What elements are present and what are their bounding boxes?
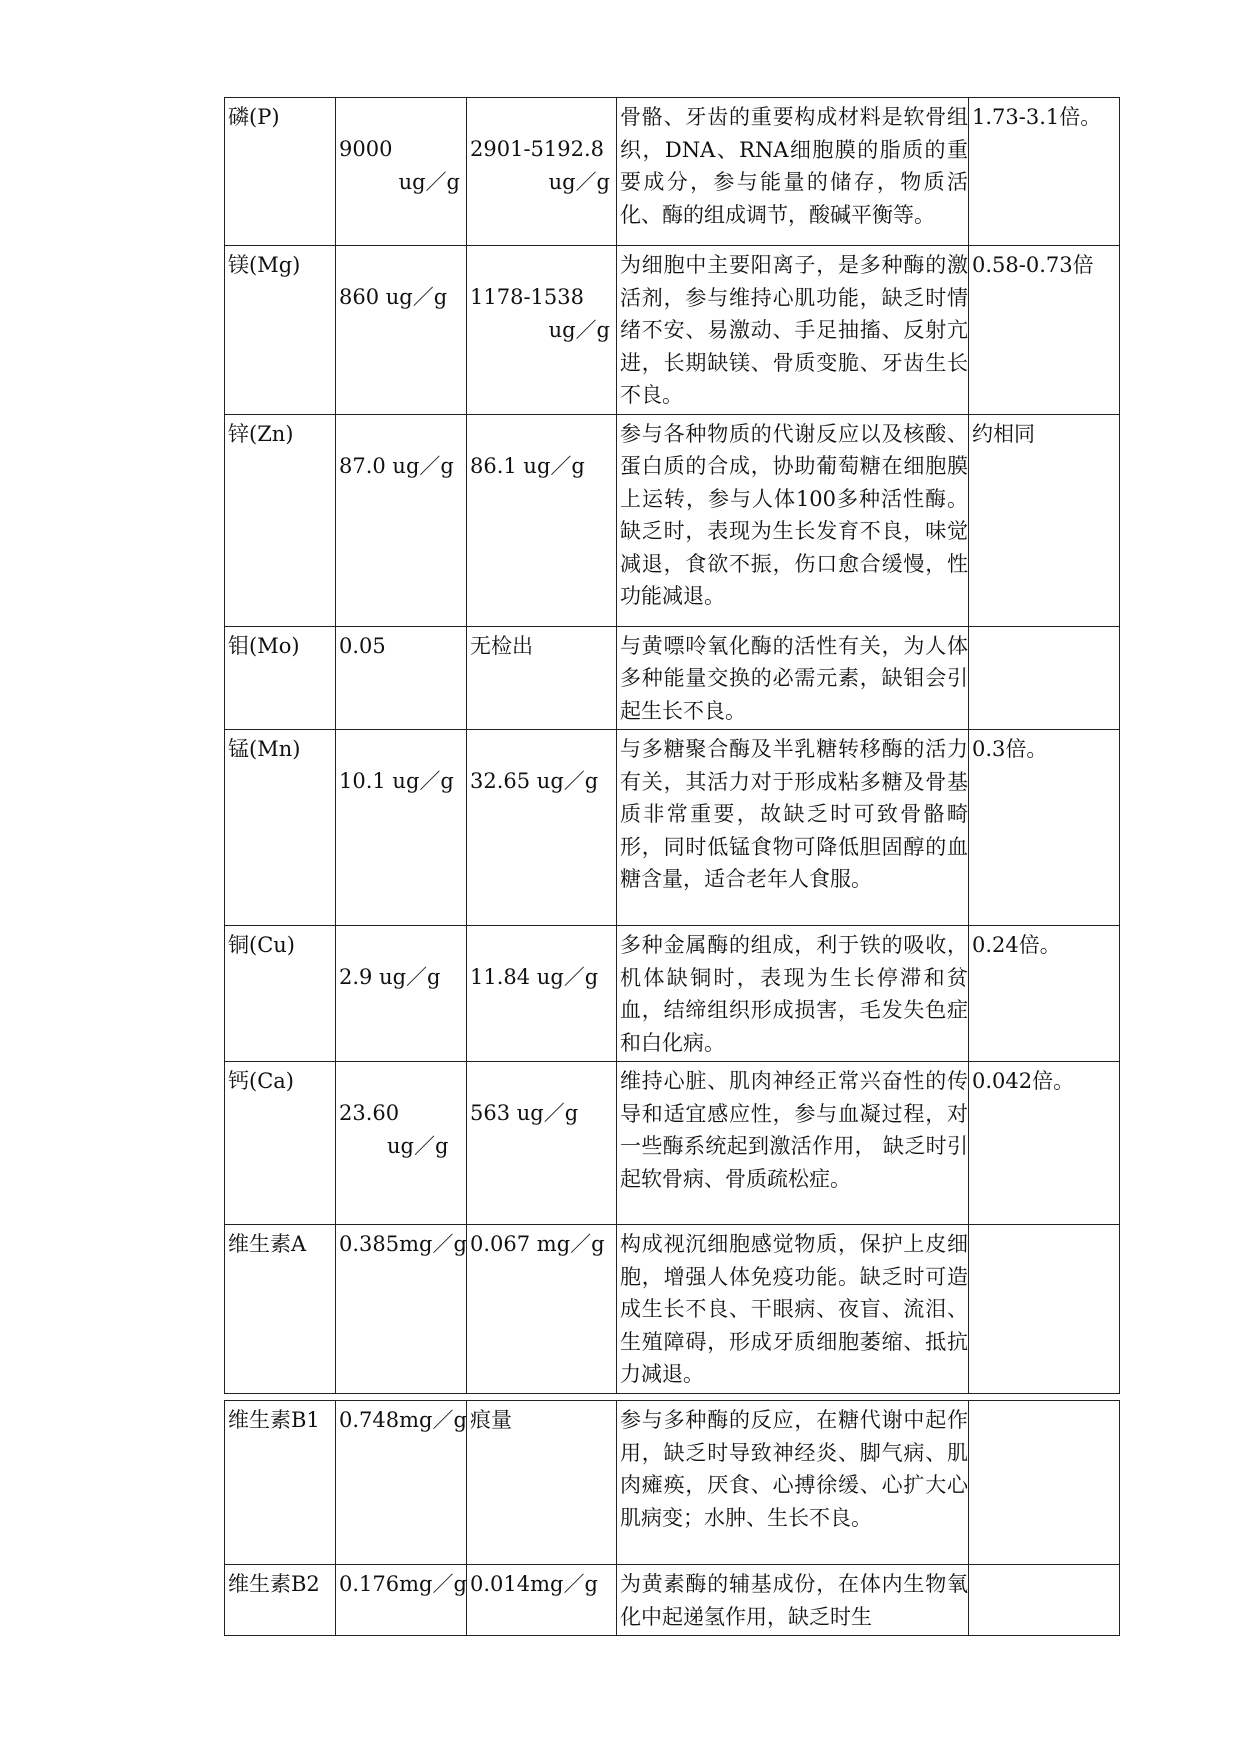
table-row-manganese <box>225 730 1120 926</box>
content-value <box>336 98 467 246</box>
content-value <box>336 626 467 730</box>
reference-number: 0.014mg／g <box>470 1572 598 1596</box>
ratio-value <box>969 1225 1120 1394</box>
content-unit: ug／g <box>387 1133 449 1158</box>
ratio-value: 0.58-0.73倍 <box>969 246 1120 415</box>
table-row-molybdenum <box>225 626 1120 730</box>
ratio-value: 1.73-3.1倍。 <box>969 98 1120 246</box>
function-description: 为黄素酶的辅基成份，在体内生物氧化中起递氢作用，缺乏时生 <box>617 1565 969 1636</box>
reference-value <box>467 1565 617 1636</box>
ratio-value <box>969 1565 1120 1636</box>
content-value <box>336 246 467 415</box>
content-number: 0.385mg／g <box>339 1232 467 1256</box>
function-description: 维持心脏、肌肉神经正常兴奋性的传导和适宜感应性，参与血凝过程，对一些酶系统起到激活作用， 缺乏时引起软骨病、骨质疏松症。 <box>617 1062 969 1225</box>
reference-number: 2901-5192.8 <box>470 137 605 161</box>
content-number: 87.0 ug／g <box>339 453 454 478</box>
function-description: 为细胞中主要阳离子，是多种酶的激活剂，参与维持心肌功能，缺乏时情绪不安、易激动、手足抽搐、反射亢进，长期缺镁、骨质变脆、牙齿生长不良。 <box>617 246 969 415</box>
content-unit: ug／g <box>398 169 460 194</box>
element-name: 钙(Ca) <box>225 1062 336 1225</box>
element-name: 维生素B1 <box>225 1401 336 1565</box>
element-name: 锰(Mn) <box>225 730 336 926</box>
content-value <box>336 1565 467 1636</box>
function-description: 与黄嘌呤氧化酶的活性有关，为人体多种能量交换的必需元素，缺钼会引起生长不良。 <box>617 626 969 730</box>
reference-value <box>467 414 617 626</box>
element-name: 镁(Mg) <box>225 246 336 415</box>
reference-value <box>467 98 617 246</box>
nutrient-table-2 <box>224 1400 1120 1636</box>
reference-number: 11.84 ug／g <box>470 965 599 989</box>
ratio-value: 约相同 <box>969 414 1120 626</box>
reference-number: 1178-1538 <box>470 285 584 309</box>
element-name: 钼(Mo) <box>225 626 336 730</box>
content-number: 0.176mg／g <box>339 1572 467 1596</box>
content-number: 0.05 <box>339 633 386 658</box>
table-row-phosphorus <box>225 98 1120 246</box>
content-value <box>336 414 467 626</box>
reference-value <box>467 926 617 1062</box>
element-name: 铜(Cu) <box>225 926 336 1062</box>
ratio-value <box>969 626 1120 730</box>
table-row-zinc <box>225 414 1120 626</box>
function-description: 多种金属酶的组成，利于铁的吸收，机体缺铜时，表现为生长停滞和贫血，结缔组织形成损害，毛发失色症和白化病。 <box>617 926 969 1062</box>
element-name: 锌(Zn) <box>225 414 336 626</box>
function-description: 骨骼、牙齿的重要构成材料是软骨组织，DNA、RNA细胞膜的脂质的重要成分，参与能量的储存，物质活化、酶的组成调节，酸碱平衡等。 <box>617 98 969 246</box>
content-number: 23.60 <box>339 1101 400 1125</box>
reference-number: 32.65 ug／g <box>470 769 599 793</box>
function-description: 参与多种酶的反应，在糖代谢中起作用，缺乏时导致神经炎、脚气病、肌肉瘫痪，厌食、心搏徐缓、心扩大心肌病变；水肿、生长不良。 <box>617 1401 969 1565</box>
content-value <box>336 730 467 926</box>
ratio-value: 0.042倍。 <box>969 1062 1120 1225</box>
table-row-calcium <box>225 1062 1120 1225</box>
function-description: 与多糖聚合酶及半乳糖转移酶的活力有关，其活力对于形成粘多糖及骨基质非常重要，故缺乏时可致骨骼畸形，同时低锰食物可降低胆固醇的血糖含量，适合老年人食服。 <box>617 730 969 926</box>
reference-value <box>467 1225 617 1394</box>
element-name: 磷(P) <box>225 98 336 246</box>
content-number: 0.748mg／g <box>339 1408 467 1432</box>
table-row-vitamin-b2 <box>225 1565 1120 1636</box>
content-value <box>336 1062 467 1225</box>
reference-number: 563 ug／g <box>470 1101 579 1125</box>
table-row-vitamin-b1 <box>225 1401 1120 1565</box>
reference-unit: ug／g <box>548 169 610 194</box>
ratio-value <box>969 1401 1120 1565</box>
table-row-copper <box>225 926 1120 1062</box>
ratio-value: 0.3倍。 <box>969 730 1120 926</box>
content-number: 9000 <box>339 137 393 161</box>
reference-unit: ug／g <box>548 317 610 342</box>
function-description: 参与各种物质的代谢反应以及核酸、蛋白质的合成，协助葡萄糖在细胞膜上运转，参与人体100多种活性酶。缺乏时，表现为生长发育不良，味觉减退，食欲不振，伤口愈合缓慢，性功能减退。 <box>617 414 969 626</box>
function-description: 构成视沉细胞感觉物质，保护上皮细胞，增强人体免疫功能。缺乏时可造成生长不良、干眼病、夜盲、流泪、生殖障碍，形成牙质细胞萎缩、抵抗力减退。 <box>617 1225 969 1394</box>
reference-value <box>467 246 617 415</box>
content-value <box>336 1401 467 1565</box>
reference-number: 0.067 mg／g <box>470 1232 605 1256</box>
content-number: 2.9 ug／g <box>339 965 441 989</box>
reference-number: 痕量 <box>470 1408 512 1432</box>
reference-value <box>467 1062 617 1225</box>
reference-value <box>467 1401 617 1565</box>
nutrient-table-1 <box>224 97 1120 1394</box>
content-value <box>336 1225 467 1394</box>
table-row-vitamin-a <box>225 1225 1120 1394</box>
element-name: 维生素B2 <box>225 1565 336 1636</box>
ratio-value: 0.24倍。 <box>969 926 1120 1062</box>
content-value <box>336 926 467 1062</box>
content-number: 10.1 ug／g <box>339 769 454 793</box>
element-name: 维生素A <box>225 1225 336 1394</box>
reference-value <box>467 730 617 926</box>
reference-value <box>467 626 617 730</box>
table-row-magnesium <box>225 246 1120 415</box>
reference-number: 无检出 <box>470 633 533 658</box>
content-number: 860 ug／g <box>339 285 448 309</box>
reference-number: 86.1 ug／g <box>470 453 585 478</box>
